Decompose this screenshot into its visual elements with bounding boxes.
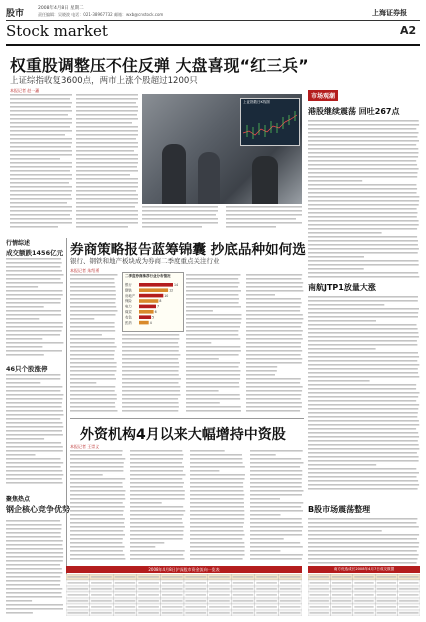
page-number: A2 [400, 24, 417, 37]
bottom-table-2-title-text: 南方优选成长2008年4月7日成交数据 [333, 567, 395, 571]
bottom-table-1 [66, 566, 302, 616]
left-title-1: 成交额跌1456亿元 [6, 249, 64, 257]
chart-category-label: 保险 [125, 299, 132, 304]
banner-text: Stock market [6, 22, 108, 40]
chart-bar [139, 294, 163, 298]
story3-text-col4 [250, 450, 304, 562]
story2-text-under-chart [122, 334, 182, 414]
chart-value-label: 8 [159, 299, 162, 304]
sidebar-column-label: 市场观潮 [308, 90, 338, 101]
chart-title: 二季度券商推荐行业分布情况 [125, 274, 171, 278]
lead-photo [142, 94, 302, 204]
sidebar-text-1 [308, 120, 420, 306]
bottom-table-2-title [308, 566, 420, 573]
lead-text-col1 [10, 94, 72, 230]
photo-figure-2 [198, 152, 220, 204]
left-column [6, 238, 70, 616]
story3-text-col3 [190, 450, 246, 562]
left-head-1: 行情综述 [6, 240, 31, 247]
sidebar-title-3: B股市场震荡整理 [308, 505, 371, 514]
lead-text-col2 [76, 94, 138, 230]
chart-bar [139, 288, 168, 292]
left-title-3: 钢企核心竞争优势 [6, 505, 70, 514]
chart-value-label: 7 [157, 304, 160, 309]
left-head-2: 聚焦热点 [6, 496, 31, 503]
chart-bar [139, 321, 149, 325]
left-text-2 [6, 374, 64, 486]
lead-photo-inset [240, 98, 300, 146]
story3-text-col2 [130, 450, 186, 562]
story2-text-col2 [186, 274, 242, 414]
story2-byline: 本报记者 朱绍勇 [70, 268, 100, 273]
lead-subhead: 上证综指收复3600点，两市上涨个股超过1200只 [10, 76, 198, 86]
newspaper-name: 上海证券报 [372, 8, 407, 17]
chart-category-label: 有色 [125, 315, 132, 320]
story3-text-col1 [70, 450, 126, 562]
chart-value-label: 10 [164, 293, 169, 298]
chart-category-label: 煤炭 [125, 310, 132, 314]
sidebar-title-1: 港股继续震荡 回吐267点 [308, 107, 400, 116]
column-divider [66, 238, 67, 616]
photo-figure-3 [252, 156, 278, 204]
chart-value-label: 4 [149, 320, 152, 325]
banner-bottom-rule [6, 44, 420, 46]
story2-text-col3 [246, 274, 304, 414]
bottom-table-1-title [66, 566, 302, 573]
story3-headline: 外资机构4月以来大幅增持中资股 [80, 427, 286, 443]
chart-category-label: 房地产 [125, 293, 136, 298]
masthead [0, 0, 426, 52]
date-line: 2008年4月8日 星期二 [38, 6, 84, 11]
chart-category-label: 电力 [125, 304, 132, 309]
lead-byline: 本报记者 赵一蕙 [10, 88, 40, 93]
left-text-1 [6, 258, 64, 358]
banner-rule [6, 20, 420, 21]
chart-bar [139, 310, 154, 314]
story2-headline: 券商策略报告蓝筹锦囊 抄底品种如何选 [70, 242, 306, 258]
story3-byline: 本报记者 王崇义 [70, 444, 100, 449]
lead-headline: 权重股调整压不住反弹 大盘喜现“红三兵” [10, 56, 309, 75]
chart-category-label: 银行 [125, 283, 132, 287]
lead-photo-caption-text [142, 206, 302, 230]
chart-category-label: 钢铁 [125, 288, 132, 293]
chart-bar [139, 315, 151, 319]
story2-chart [122, 272, 184, 332]
sidebar-text-2 [308, 296, 420, 492]
chart-value-label: 5 [152, 315, 155, 320]
photo-figure-1 [162, 144, 186, 204]
chart-category-label: 医药 [125, 320, 132, 325]
left-text-3 [6, 520, 64, 616]
chart-value-label: 14 [174, 283, 179, 287]
sidebar [308, 90, 420, 616]
chart-bar [139, 305, 156, 309]
bottom-table-2 [308, 566, 420, 616]
sidebar-title-2: 南航JTP1放量大涨 [308, 283, 376, 292]
bottom-table-1-title-text: 2008年4月8日沪深股市资金流向一览表 [148, 567, 220, 572]
section-label: 股市 [6, 9, 25, 19]
contact-line: 责任编辑：吴晓波 电话：021-38967732 邮箱：wxb@cnstock.com [38, 12, 164, 17]
lead-photo-caption: 上证指数日K线图 [243, 100, 270, 104]
chart-value-label: 12 [169, 288, 174, 293]
chart-value-label: 6 [154, 310, 157, 314]
story2-text-col1 [70, 274, 118, 414]
story2-subhead: 银行、钢铁和地产板块成为券商二季度重点关注行业 [70, 257, 220, 265]
chart-bar [139, 299, 158, 303]
left-title-2: 46只个股涨停 [6, 365, 48, 373]
chart-bar [139, 283, 173, 287]
story3-rule [70, 418, 304, 419]
